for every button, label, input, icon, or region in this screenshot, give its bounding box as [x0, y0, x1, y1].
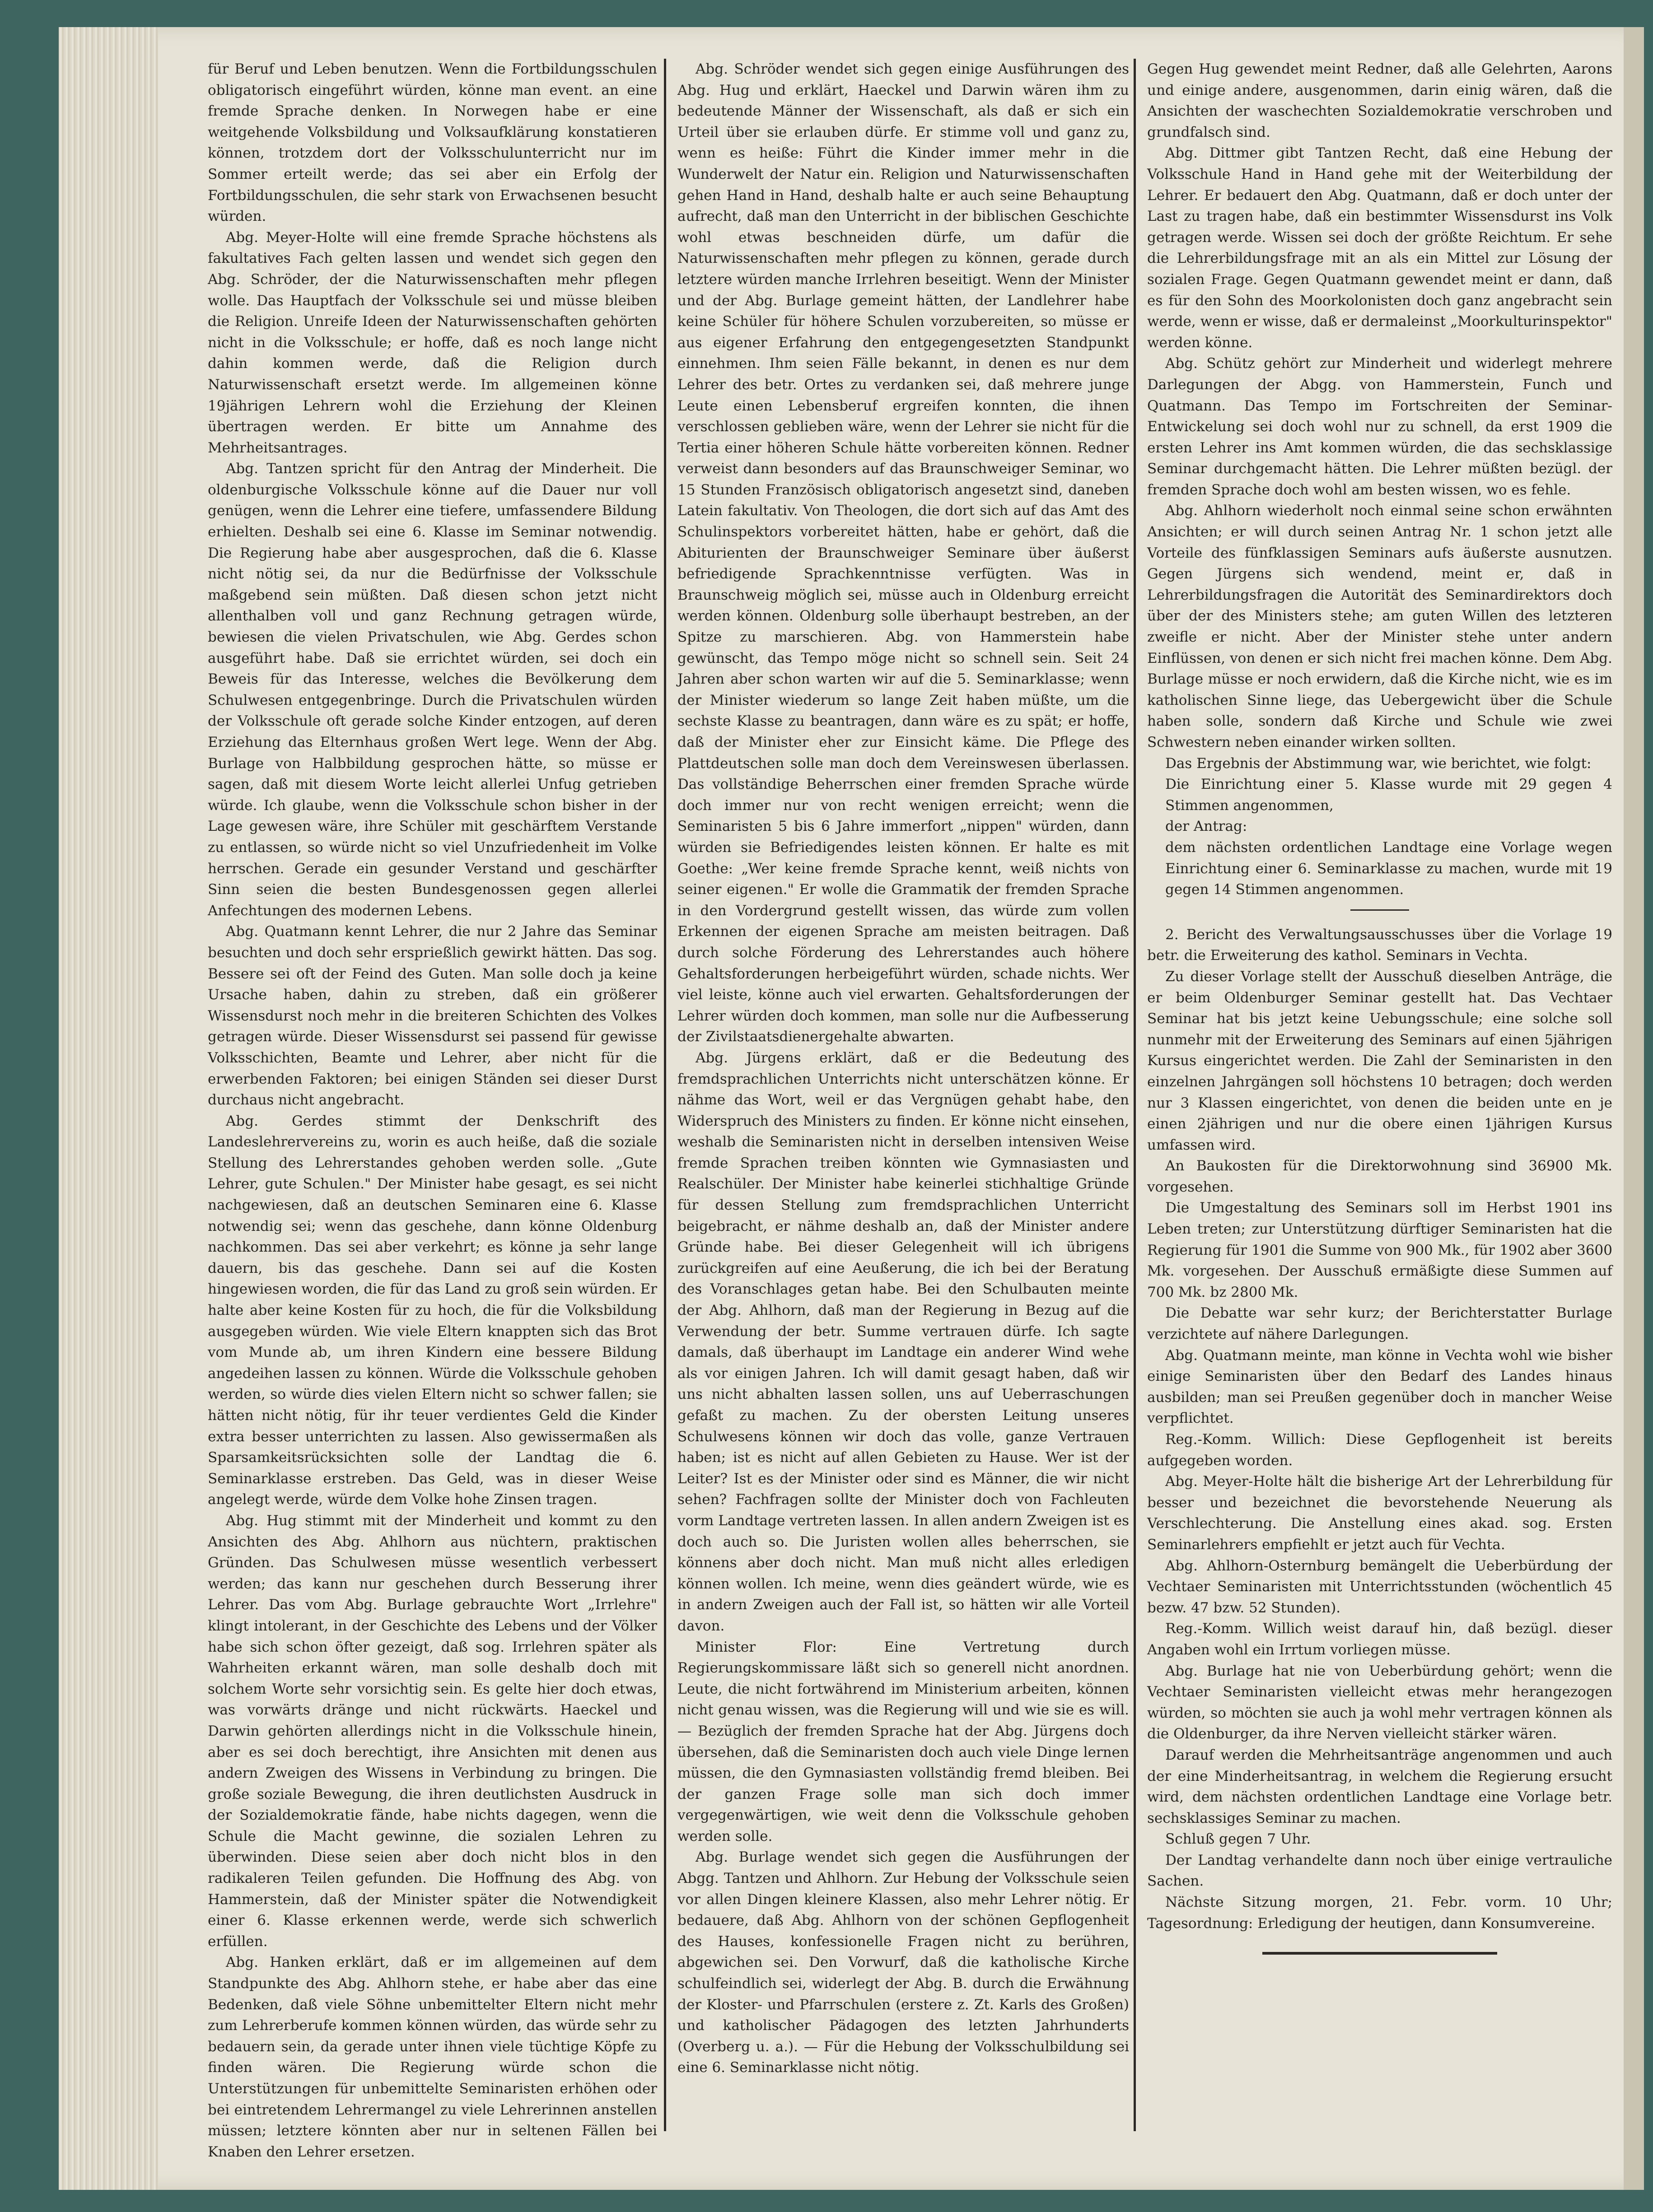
paragraph: Reg.-Komm. Willich: Diese Gepflogenheit ist bereits aufgegeben worden.: [1147, 1431, 1612, 1469]
paragraph: Zu dieser Vorlage stellt der Ausschuß dieselben Anträge, die er beim Oldenburger Seminar gestellt hat. Das Vechtaer Seminar hat bis jetzt keine Uebungsschule; eine solche soll nunmehr mit der Erweiterung des Seminars auf einen 5jährigen Kursus eingerichtet werden. Die Zahl der Seminaristen in den einzelnen Jahrgängen soll höchstens 10 betragen; doch werden nur 3 Klassen eingerichtet, von denen die beiden unte en je einen 2jährigen und nur die obere einen 1jährigen Kursus umfassen wird.: [1147, 968, 1612, 1153]
paragraph: Die Umgestaltung des Seminars soll im Herbst 1901 ins Leben treten; zur Unterstützung dürftiger Seminaristen hat die Regierung für 1901 die Summe von 900 Mk., für 1902 aber 3600 Mk. vorgesehen. Der Ausschuß ermäßigte diese Summen auf 700 Mk. bz 2800 Mk.: [1147, 1200, 1612, 1300]
paragraph: Abg. Hanken erklärt, daß er im allgemeinen auf dem Standpunkte des Abg. Ahlhorn stehe, er habe aber das eine Bedenken, daß viele Söhne unbemittelter Eltern nicht mehr zum Lehrerberufe kommen können würden, das würde sehr zu bedauern sein, da gerade unter ihnen viele tüchtige Köpfe zu finden wären. Die Regierung würde schon die Unterstützungen für unbemittelte Seminaristen erhöhen oder bei eintretendem Lehrermangel zu viele Lehrerinnen anstellen müssen; letztere könnten aber nur in seltenen Fällen bei Knaben den Lehrer ersetzen.: [208, 1954, 657, 2160]
paragraph: An Baukosten für die Direktorwohnung sind 36900 Mk. vorgesehen.: [1147, 1158, 1612, 1195]
page-edge: [1624, 27, 1644, 2190]
paragraph: Abg. Dittmer gibt Tantzen Recht, daß eine Hebung der Volksschule Hand in Hand gehe mit der Weiterbildung der Lehrer. Er bedauert den Abg. Quatmann, daß er doch unter der Last zu tragen habe, daß ein bestimmter Wissensdurst ins Volk getragen werde. Wissen sei doch der größte Reichtum. Er sehe die Lehrerbildungsfrage mit an als ein Mittel zur Lösung der sozialen Frage. Gegen Quatmann gewendet meint er dann, daß es für den Sohn des Moorkolonisten doch ganz angebracht sein werde, wenn er wisse, daß er dermaleinst „Moorkulturinspektor" werden könne.: [1147, 145, 1612, 351]
paragraph: Minister Flor: Eine Vertretung durch Regierungskommissare läßt sich so generell nicht anordnen. Leute, die nicht fortwährend im Ministerium arbeiten, können nicht genau wissen, was die Regierung will und wie sie es will. — Bezüglich der fremden Sprache hat der Abg. Jürgens doch übersehen, daß die Seminaristen doch auch viele Dinge lernen müssen, die den Gymnasiasten vollständig fremd bleiben. Bei der ganzen Frage solle man sich doch immer vergegenwärtigen, wie weit denn die Volksschule gehoben werden solle.: [677, 1639, 1129, 1844]
paragraph: Gegen Hug gewendet meint Redner, daß alle Gelehrten, Aarons und einige andere, ausgenommen, darin einig wären, daß die Ansichten der waschechten Sozialdemokratie verschroben und grundfalsch sind.: [1147, 61, 1612, 140]
paragraph: Abg. Hug stimmt mit der Minderheit und kommt zu den Ansichten des Abg. Ahlhorn aus nüchtern, praktischen Gründen. Das Schulwesen müsse wesentlich verbessert werden; das kann nur geschehen durch Besserung ihrer Lehrer. Das vom Abg. Burlage gebrauchte Wort „Irrlehre" klingt intolerant, in der Geschichte des Lebens und der Völker habe sich schon öfter gezeigt, daß sog. Irrlehren später als Wahrheiten erkannt wären, man solle deshalb doch mit solchem Worte sehr vorsichtig sein. Es gelte hier doch etwas, was vorwärts dränge und nicht rückwärts. Haeckel und Darwin gehörten allerdings nicht in die Volksschule hinein, aber es sei doch berechtigt, ihre Ansichten mit denen aus andern Zweigen des Wissens in Verbindung zu bringen. Die große soziale Bewegung, die ihren deutlichsten Ausdruck in der Sozialdemokratie fände, habe nichts dagegen, wenn die Schule die Macht gewinne, die sozialen Lehren zu überwinden. Diese seien aber doch nicht blos in den radikaleren Teilen gefunden. Die Hoffnung des Abg. von Hammerstein, daß der Minister später die Notwendigkeit einer 6. Klasse erkennen werde, werde sich schwerlich erfüllen.: [208, 1512, 657, 1950]
vote-result-intro: Das Ergebnis der Abstimmung war, wie berichtet, wie folgt:: [1165, 755, 1592, 772]
paragraph: Abg. Ahlhorn wiederholt noch einmal seine schon erwähnten Ansichten; er will durch seinen Antrag Nr. 1 schon jetzt alle Vorteile des fünfklassigen Seminars aufs äußerste ausnutzen. Gegen Jürgens sich wendend, meint er, daß in Lehrerbildungsfragen die Autorität des Seminardirektors doch über der des Ministers stehe; am guten Willen des letzteren zweifle er nicht. Aber der Minister stehe unter andern Einflüssen, von denen er sich nicht frei machen könne. Dem Abg. Burlage müsse er noch erwidern, daß die Kirche nicht, wie es im katholischen Sinne liege, das Uebergewicht über die Schule haben solle, sondern daß Kirche und Schule wie zwei Schwestern neben einander wirken sollten.: [1147, 503, 1612, 750]
section-heading: 2. Bericht des Verwaltungsausschusses über die Vorlage 19 betr. die Erweiterung des kathol. Seminars in Vechta.: [1147, 926, 1612, 964]
column-rule-right: [1134, 59, 1136, 2131]
vote-result-item: dem nächsten ordentlichen Landtage eine Vorlage wegen Einrichtung einer 6. Seminarklasse zu machen, wurde mit 19 gegen 14 Stimmen angenommen.: [1165, 839, 1612, 898]
paragraph: Abg. Burlage hat nie von Ueberbürdung gehört; wenn die Vechtaer Seminaristen vielleicht etwas mehr herangezogen würden, so möchten sie auch ja wohl mehr vertragen können als die Oldenburger, da ihre Nerven vielleicht stärker wären.: [1147, 1662, 1612, 1742]
vote-result-item: Die Einrichtung einer 5. Klasse wurde mit 29 gegen 4 Stimmen angenommen,: [1165, 776, 1612, 814]
text-column-3: [1147, 59, 1612, 2145]
paragraph: Abg. Tantzen spricht für den Antrag der Minderheit. Die oldenburgische Volksschule könne auf die Dauer nur voll genügen, wenn die Lehrer eine tiefere, umfassendere Bildung erhielten. Deshalb sei eine 6. Klasse im Seminar notwendig. Die Regierung habe aber ausgesprochen, daß die 6. Klasse nicht nötig sei, da nur die Bedürfnisse der Volksschule maßgebend sein müßten. Daß diesen schon jetzt nicht allenthalben voll und ganz Rechnung getragen würde, bewiesen die vielen Privatschulen, wie Abg. Gerdes schon ausgeführt habe. Daß sie errichtet würden, sei doch ein Beweis für das Interesse, welches die Bevölkerung dem Schulwesen entgegenbringe. Durch die Privatschulen würden der Volksschule oft gerade solche Kinder entzogen, auf deren Erziehung das Elternhaus großen Wert lege. Wenn der Abg. Burlage von Halbbildung gesprochen hätte, so müsse er sagen, daß mit diesem Worte leicht allerlei Unfug getrieben würde. Ich glaube, wenn die Volksschule schon bisher in der Lage gewesen wäre, ihre Schüler mit geschärftem Verstande zu entlassen, so würde nicht so viel Unzufriedenheit im Volke herrschen. Gerade ein gesunder Verstand und geschärfter Sinn seien die besten Bundesgenossen gegen allerlei Anfechtungen des modernen Lebens.: [208, 461, 657, 919]
section-divider: [1350, 909, 1409, 911]
paragraph: Schluß gegen 7 Uhr.: [1165, 1831, 1311, 1848]
end-divider: [1262, 1952, 1497, 1955]
paragraph: Abg. Meyer-Holte hält die bisherige Art der Lehrerbildung für besser und bezeichnet die bevorstehende Neuerung als Verschlechterung. Die Anstellung eines akad. sog. Ersten Seminarlehrers empfiehlt er jetzt auch für Vechta.: [1147, 1473, 1612, 1553]
paragraph: für Beruf und Leben benutzen. Wenn die Fortbildungsschulen obligatorisch eingeführt würden, könne man event. an eine fremde Sprache denken. In Norwegen habe er eine weitgehende Volksbildung und Volksaufklärung konstatieren können, trotzdem dort der Volksschulunterricht nur im Sommer erteilt werde; das sei aber ein Erfolg der Fortbildungsschulen, die sehr stark von Erwachsenen besucht würden.: [208, 61, 657, 225]
paragraph: Nächste Sitzung morgen, 21. Febr. vorm. 10 Uhr; Tagesordnung: Erledigung der heutigen, dann Konsumvereine.: [1147, 1894, 1612, 1932]
vote-result-item: der Antrag:: [1165, 818, 1247, 835]
paragraph: Abg. Burlage wendet sich gegen die Ausführungen der Abgg. Tantzen und Ahlhorn. Zur Hebung der Volksschule seien vor allen Dingen kleinere Klassen, also mehr Lehrer nötig. Er bedauere, daß Abg. Ahlhorn von der schönen Gepflogenheit des Hauses, konfessionelle Fragen nicht zu berühren, abgewichen sei. Den Vorwurf, daß die katholische Kirche schulfeindlich sei, widerlegt der Abg. B. durch die Erwähnung der Kloster- und Pfarrschulen (erstere z. Zt. Karls des Großen) und katholischer Pädagogen des letzten Jahrhunderts (Overberg u. a.). — Für die Hebung der Volksschulbildung sei eine 6. Seminarklasse nicht nötig.: [677, 1849, 1129, 2076]
paragraph: Abg. Schröder wendet sich gegen einige Ausführungen des Abg. Hug und erklärt, Haeckel und Darwin wären ihm zu bedeutende Männer der Wissenschaft, als daß er sich ein Urteil über sie erlauben dürfe. Er stimme voll und ganz zu, wenn es heiße: Führt die Kinder immer mehr in die Wunderwelt der Natur ein. Religion und Naturwissenschaften gehen Hand in Hand, deshalb halte er auch seine Behauptung aufrecht, daß man den Unterricht in der biblischen Geschichte wohl etwas beschneiden dürfe, um dafür die Naturwissenschaften mehr pflegen zu können, gerade durch letztere würden manche Irrlehren beseitigt. Wenn der Minister und der Abg. Burlage gemeint hätten, der Landlehrer habe keine Schüler für höhere Schulen vorzubereiten, so müsse er aus eigener Erfahrung den entgegengesetzten Standpunkt einnehmen. Ihm seien Fälle bekannt, in denen es nur dem Lehrer des betr. Ortes zu verdanken sei, daß mehrere junge Leute einen Lebensberuf ergreifen konnten, die ihnen verschlossen geblieben wäre, wenn der Lehrer sie nicht für die Tertia einer höheren Schule hätte vorbereiten können. Redner verweist dann besonders auf das Braunschweiger Seminar, wo 15 Stunden Französisch obligatorisch angesetzt sind, daneben Latein fakultativ. Von Theologen, die dort sich auf das Amt des Schulinspektors vorbereitet hätten, habe er gehört, daß die Abiturienten der Braunschweiger Seminare über äußerst befriedigende Sprachkenntnisse verfügten. Was in Braunschweig möglich sei, müsse auch in Oldenburg erreicht werden können. Oldenburg solle überhaupt bestreben, an der Spitze zu marschieren. Abg. von Hammerstein habe gewünscht, das Tempo möge nicht so schnell sein. Seit 24 Jahren aber schon warten wir auf die 5. Seminarklasse; wenn der Minister wiederum so lange Zeit haben müßte, um die sechste Klasse zu beantragen, dann wäre es zu spät; er hoffe, daß der Minister eher zur Einsicht käme. Die Pflege des Plattdeutschen solle man doch dem Vereinswesen überlassen. Das vollständige Beherrschen einer fremden Sprache würde doch immer nur von recht wenigen erreicht; wenn die Seminaristen 5 bis 6 Jahre immerfort „nippen" würden, dann würden sie Befriedigendes leisten können. Er halte es mit Goethe: „Wer keine fremde Sprache kennt, weiß nichts von seiner eigenen." Er wolle die Grammatik der fremden Sprache in den Vordergrund gestellt wissen, das würde zum vollen Erkennen der eigenen Sprache am meisten beitragen. Daß durch solche Förderung des Lehrerstandes auch höhere Gehaltsforderungen herbeigeführt würden, schade nichts. Wer viel leiste, könne auch viel erwarten. Gehaltsforderungen der Lehrer würden doch kommen, man solle nur die Aufbesserung der Zivilstaatsdienergehalte abwarten.: [677, 61, 1129, 1045]
paragraph: Abg. Ahlhorn-Osternburg bemängelt die Ueberbürdung der Vechtaer Seminaristen mit Unterrichtsstunden (wöchentlich 45 bezw. 47 bzw. 52 Stunden).: [1147, 1557, 1612, 1616]
paragraph: Abg. Meyer-Holte will eine fremde Sprache höchstens als fakultatives Fach gelten lassen und wendet sich gegen den Abg. Schröder, der die Naturwissenschaften mehr pflegen wolle. Das Hauptfach der Volksschule sei und müsse bleiben die Religion. Unreife Ideen der Naturwissenschaften gehörten nicht in die Volksschule; er hoffe, daß es noch lange nicht dahin kommen werde, daß die Religion durch Naturwissenschaft ersetzt werde. Im allgemeinen könne 19jährigen Lehrern wohl die Erziehung der Kleinen übertragen werden. Er bitte um Annahme des Mehrheitsantrages.: [208, 229, 657, 456]
book-gutter: [59, 27, 158, 2190]
text-column-1: [208, 59, 657, 2160]
paragraph: Abg. Gerdes stimmt der Denkschrift des Landeslehrervereins zu, worin es auch heiße, daß die soziale Stellung des Lehrerstandes gehoben werden solle. „Gute Lehrer, gute Schulen." Der Minister habe gesagt, es sei nicht nachgewiesen, daß an deutschen Seminaren eine 6. Klasse notwendig sei; wenn das geschehe, dann könne Oldenburg nachkommen. Das sei aber verkehrt; es könne ja sehr lange dauern, bis das geschehe. Dann sei auf die Kosten hingewiesen worden, die für das Land zu groß sein würden. Er halte aber keine Kosten für zu hoch, die für die Volksbildung ausgegeben würden. Wie viele Eltern knappten sich das Brot vom Munde ab, um ihren Kindern eine bessere Bildung angedeihen lassen zu können. Würde die Volksschule gehoben werden, so würde dies vielen Eltern nicht so schwer fallen; sie hätten nicht nötig, für ihr teuer verdientes Geld die Kinder extra besser unterrichten zu lassen. Also gewissermaßen als Sparsamkeitsrücksichten solle der Landtag die 6. Seminarklasse erstreben. Das Geld, was in dieser Weise angelegt werde, würde dem Volke hohe Zinsen tragen.: [208, 1113, 657, 1508]
paragraph: Abg. Schütz gehört zur Minderheit und widerlegt mehrere Darlegungen der Abgg. von Hammerstein, Funch und Quatmann. Das Tempo im Fortschreiten der Seminar-Entwickelung sei doch wohl nur zu schnell, da erst 1909 die ersten Lehrer ins Amt kommen würden, die das sechsklassige Seminar durchgemacht hätten. Die Lehrer müßten bezügl. der fremden Sprache doch wohl am besten wissen, wo es fehle.: [1147, 355, 1612, 498]
paragraph: Die Debatte war sehr kurz; der Berichterstatter Burlage verzichtete auf nähere Darlegungen.: [1147, 1305, 1612, 1343]
paragraph: Der Landtag verhandelte dann noch über einige vertrauliche Sachen.: [1147, 1852, 1612, 1890]
paragraph: Abg. Quatmann meinte, man könne in Vechta wohl wie bisher einige Seminaristen über den Bedarf des Landes hinaus ausbilden; man sei Preußen gegenüber doch in mancher Weise verpflichtet.: [1147, 1347, 1612, 1427]
text-column-2: [677, 59, 1129, 2145]
paragraph: Abg. Jürgens erklärt, daß er die Bedeutung des fremdsprachlichen Unterrichts nicht unterschätzen könne. Er nähme das Wort, weil er das Vergnügen gehabt habe, den Widerspruch des Ministers zu finden. Er könne nicht einsehen, weshalb die Seminaristen nicht in derselben intensiven Weise fremde Sprachen treiben könnten wie Gymnasiasten und Realschüler. Der Minister habe keinerlei stichhaltige Gründe für dessen Stellung zum fremdsprachlichen Unterricht beigebracht, er nähme deshalb an, daß der Minister andere Gründe habe. Bei dieser Gelegenheit will ich übrigens zurückgreifen auf eine Aeußerung, die ich bei der Beratung des Voranschlages getan habe. Bei den Schulbauten meinte der Abg. Ahlhorn, daß man der Regierung in Bezug auf die Verwendung der betr. Summe vertrauen dürfe. Ich sagte damals, daß überhaupt im Landtage ein anderer Wind wehe als vor einigen Jahren. Ich will damit gesagt haben, daß wir uns nicht abhalten lassen sollen, uns auf Ueberraschungen gefaßt zu machen. Zu der obersten Leitung unseres Schulwesens können wir doch das volle, ganze Vertrauen haben; ist es nicht auf allen Gebieten zu Hause. Wer ist der Leiter? Ist es der Minister oder sind es Männer, die wir nicht sehen? Fachfragen sollte der Minister doch von Fachleuten vorm Landtage vertreten lassen. In allen andern Zweigen ist es doch auch so. Die Juristen wollen alles beherrschen, sie könnens aber doch nicht. Man muß nicht alles erledigen können wollen. Ich meine, wenn dies geändert würde, wie es in andern Zweigen auch der Fall ist, so hätten wir alle Vorteil davon.: [677, 1049, 1129, 1634]
paragraph: Darauf werden die Mehrheitsanträge angenommen und auch der eine Minderheitsantrag, in welchem die Regierung ersucht wird, dem nächsten ordentlichen Landtage eine Vorlage betr. sechsklassiges Seminar zu machen.: [1147, 1746, 1612, 1826]
paragraph: Abg. Quatmann kennt Lehrer, die nur 2 Jahre das Seminar besuchten und doch sehr ersprießlich gewirkt hätten. Das sog. Bessere sei oft der Feind des Guten. Man solle doch ja keine Ursache haben, dahin zu streben, daß ein größerer Wissensdurst noch mehr in die breiteren Schichten des Volkes getragen würde. Dieser Wissensdurst sei passend für gewisse Volksschichten, Beamte und Lehrer, aber nicht für die erwerbenden Faktoren; bei einigen Ständen sei dieser Durst durchaus nicht angebracht.: [208, 923, 657, 1108]
column-rule-left: [664, 59, 666, 2131]
paragraph: Reg.-Komm. Willich weist darauf hin, daß bezügl. dieser Angaben wohl ein Irrtum vorliegen müsse.: [1147, 1621, 1612, 1658]
